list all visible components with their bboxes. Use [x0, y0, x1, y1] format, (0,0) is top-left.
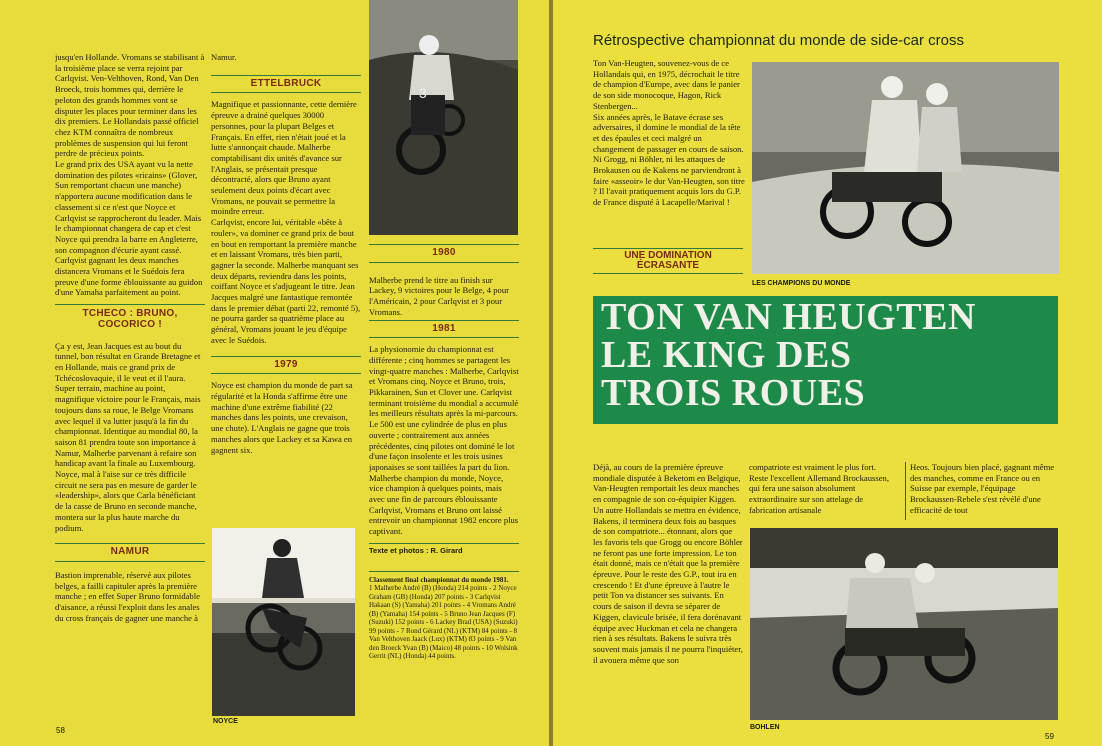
credit: Texte et photos : R. Girard: [369, 543, 519, 557]
paragraph: Malherbe prend le titre au finish sur Lackey, 9 victoires pour le Belge, 4 pour l'Américain, 2 pour Carlqvist et 3 pour Vromans.: [369, 274, 510, 317]
paragraph: Ton Van-Heugten, souvenez-vous de ce Hollandais qui, en 1975, décrochait le titre de champion d'Europe, avec dans le panier de son side monocoque, Hagon, Rick Stenbergen...: [593, 58, 740, 111]
section-heading: 1981: [432, 322, 456, 334]
paragraph: Heos. Toujours bien placé, gagnant même des manches, comme en France ou en Suisse par exemple, l'équipage Brockaussen-Rebele s'est révélé d'une efficacité de tout: [910, 462, 1055, 515]
classement-title: Classement final championnat du monde 1981.: [369, 575, 509, 584]
paragraph: Namur.: [211, 52, 237, 62]
section-heading: TCHECO : BRUNO, COCORICO !: [82, 308, 178, 330]
page-number: 58: [56, 726, 65, 735]
section-heading-block: [55, 304, 205, 330]
photo-caption: BOHLEN: [750, 724, 780, 731]
paragraph: Noyce est champion du monde de part sa régularité et la Honda s'affirme être une machine d'une extrême fiabilité (22 manches dans les points, une crevaison, une chute). L'Anglais ne gagne que trois manches alors que Lackey et sa Kawa en gagnent six.: [211, 380, 353, 455]
left-column-1: [55, 52, 205, 692]
section-heading-block: [211, 75, 361, 94]
right-page: [553, 0, 1102, 746]
paragraph: Déjà, au cours de la première épreuve mondiale disputée à Beketom en Belgique, Van-Heugten remportait les deux manches en compagnie de son co-équipier Kiggen. Un autre Hollandais se mettra en évidence, Bakens, il terminera deux fois au basques de son compatriote... étonnant, alors que les favoris tels que Grogg ou encore Böhler ne feront pas une forte impression. Le ton était donné, mais ce n'était que la première épreuve. Pour le reste des G.P., tout ira en crescendo ! Et d'une épreuve à l'autre le petit Ton va distancer ses suivants. En cours de saison il devra se séparer de Kiggen, clavicule brisée, il fera dorénavant équipe avec Huckman et cela ne changera rien à ses résultats. Bakens le suivra très souvent mais jamais il ne pourra l'inquiéter, il avouera même que son: [593, 462, 743, 665]
divider: [369, 571, 519, 572]
classement-list: 1 Malherbe André (B) (Honda) 214 points - 2 Noyce Graham (GB) (Honda) 207 points - 3 Carlqvist Hakaan (S) (Yamaha) 201 points - 4 Vromans André (B) (Yamaha) 154 points - 5 Bruno Jean Jacques (F) (Suzuki) 152 points - 6 Lackey Brad (USA) (Suzuki) 99 points - 7 Rond Gérard (NL) (KTM) 84 points - 8 Van Velthoven Jaack (Lux) (KTM) 83 points - 9 Van den Broeck Yvan (B) (Maico) 48 points - 10 Wolsink Gerrit (NL) (Honda) 44 points.: [369, 584, 518, 661]
paragraph: Ça y est, Jean Jacques est au bout du tunnel, bon résultat en Grande Bretagne et en Hollande, mais ce grand prix de Tchécoslovaquie, il le veut et il l'aura. Super terrain, machine au point, magnifique victoire pour le Français, mais toujours dans sa roue, le Belge Vromans avec lequel il va lutter jusqu'à la fin du championnat. Identique au mondial 80, la saison 81 prendra toute son importance à Namur, Malherbe parvenant à refaire son handicap avant la finale au Luxembourg. Noyce, mal à l'aise sur ce très difficile circuit ne sera pas en mesure de garder le «leadership», alors que Carla bénéficiant de la casse de Bruno en seconde manche, montera sur la plus haute marche du podium.: [55, 340, 201, 533]
section-heading: 1980: [432, 247, 456, 258]
headline-box: [593, 296, 1058, 424]
box-heading: UNE DOMINATION ÉCRASANTE: [593, 248, 743, 274]
right-column-1: [593, 462, 743, 724]
section-heading-block: [369, 320, 519, 339]
paragraph: jusqu'en Hollande. Vromans se stabilisant à la troisième place se verra rejoint par Carlqvist. Ven-Velthoven, Rond, Van Den Broeck, trois hommes qui, derrière le peloton des grands hommes vont se disputer les places pour terminer dans les dix premiers. Le Hollandais passé officiel chez KTM connaîtra de nombreux problèmes de suspension qui lui feront perdre de précieux points.: [55, 52, 205, 159]
photo-bohlen: [750, 528, 1058, 720]
paragraph: Bastion imprenable, réservé aux pilotes belges, a failli capituler après la première manche ; en effet Super Bruno formidable d'aisance, a réussi l'exploit dans les anales du cross français de gagner une manche à: [55, 569, 200, 623]
paragraph: Carlqvist, encore lui, véritable «bête à rouler», va dominer ce grand prix de bout en bout en remportant la première manche et en laissant Vromans, très bien parti, gagner la seconde. Malherbe manquant ses deux départs, reviendra dans les points, coiffant Noyce et s'adjugeant le titre. Jean Jacques malgré une fantastique remontée dans le premier débat (parti 22, remonté 5), ne pourra garder sa quatrième place au général, Vromans jouant le jeu d'équipe avec le Suédois.: [211, 217, 361, 345]
paragraph: Six années après, le Batave écrase ses adversaires, il domine le mondial de la tête et des épaules et ceci malgré un changement de passager en cours de saison. Ni Grogg, ni Böhler, ni les attaques de Brokausen ou de Kakens ne parviendront à faire «asseoir» le dur Van-Heugten, son titre ? Il l'avait pratiquement acquis lors du G.P. de France disputé à Lacapelle/Marival !: [593, 111, 745, 208]
photo-champions: [752, 62, 1059, 274]
section-heading-block: [211, 356, 361, 375]
paragraph: Le grand prix des USA ayant vu la nette domination des pilotes «ricains» (Glover, Sun remportant chacun une manche) n'apportera aucune modification dans le classement si ce n'est que Noyce et Carlqvist se rapprocheront du leader. Mais le championnat changera de cap et c'est Noyce qui prendra la barre en Angleterre, son compagnon d'écurie ayant cassé. Carlqvist gagnant les deux manches distancera Vromans et le Suédois fera preuve d'une forme éblouissante au guidon d'une Yamaha parfaitement au point.: [55, 159, 203, 298]
paragraph: Malherbe champion du monde, Noyce, vice champion à quelques points, mais avec une fin de parcours éblouissante Carlqvist, Vromans et Bruno ont laissé entrevoir un championnat 1982 encore plus captivant.: [369, 472, 519, 537]
intro-column: [593, 58, 745, 248]
section-heading: 1979: [274, 358, 298, 370]
section-heading: ETTELBRUCK: [250, 77, 322, 89]
headline-line: TROIS ROUES: [601, 372, 866, 414]
paragraph: compatriote est vraiment le plus fort. Reste l'excellent Allemand Brockaussen, qui fera une saison absolument extraordinaire sur son attelage de fabrication artisanale: [749, 462, 889, 515]
photo-caption: LES CHAMPIONS DU MONDE: [752, 280, 851, 287]
right-column-3: [905, 462, 1062, 520]
paragraph: Magnifique et passionnante, cette dernière épreuve a drainé quelques 30000 personnes, pour la plupart Belges et Français. En effet, rien n'était joué et la lutte s'annonçait chaude. Malherbe comptabilisant dix unités d'avance sur l'Anglais, se présentait presque décontracté, alors que Bruno ayant seulement deux points d'écart avec Vromans, ne pouvait se permettre la moindre erreur.: [211, 99, 357, 217]
left-page: [0, 0, 549, 746]
right-column-2: [749, 462, 897, 520]
photo-rider-top: [369, 0, 518, 235]
section-heading-block: [369, 244, 519, 263]
photo-noyce: [212, 528, 355, 716]
headline-line: TON VAN HEUGTEN: [601, 296, 976, 338]
svg-text:3: 3: [419, 85, 427, 101]
page-title: Rétrospective championnat du monde de side-car cross: [593, 32, 965, 49]
headline-line: LE KING DES: [601, 334, 852, 376]
left-column-3: [369, 244, 519, 714]
left-column-2: [211, 52, 361, 532]
page-number: 59: [1045, 732, 1054, 741]
paragraph: La physionomie du championnat est différente ; cinq hommes se partagent les vingt-quatre manches : Malherbe, Carlqvist et Vromans cinq, Noyce et Bruno, trois, Pikkarainen, Sun et Clover une. Carlqvist terminant troisième du mondial a accumulé les meilleurs résultats après la mi-parcours. Le 500 est une cylindrée de plus en plus ouverte ; contrairement aux années précédentes, cinq pilotes ont dominé le lot d'une façon insolente et les trois usines japonaises se sont taillées la part du lion.: [369, 344, 519, 472]
headline: [601, 298, 976, 412]
photo-caption: NOYCE: [213, 718, 238, 725]
section-heading-block: [55, 543, 205, 562]
section-heading: NAMUR: [110, 546, 150, 558]
